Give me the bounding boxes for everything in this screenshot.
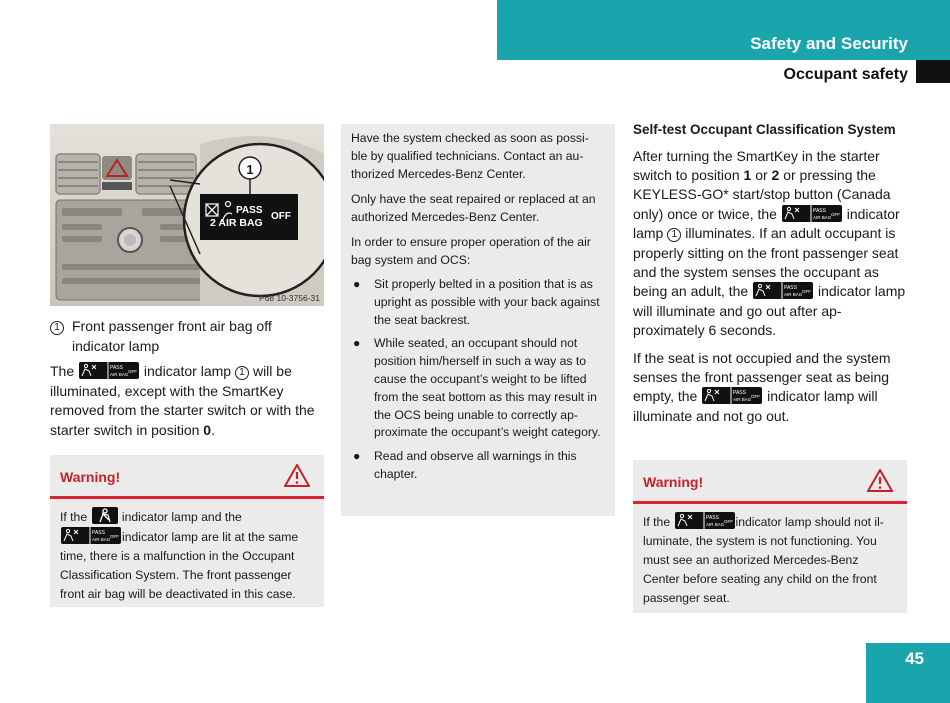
svg-text:PASS: PASS	[784, 285, 798, 292]
list-item	[351, 335, 605, 442]
svg-text:PASS: PASS	[812, 207, 826, 214]
bullet-list	[351, 276, 605, 484]
callout-number: 1	[50, 321, 64, 335]
warning-text: indicator lamp should not il-luminate, the system is not functioning. You must see an authorized Mercedes-Benz Center before seating any child on the front passenger seat.	[643, 515, 884, 605]
pass-airbag-off-lamp-icon	[753, 282, 813, 299]
para-text: will be illuminated, except with the SmartKey removed from the starter switch or with the starter switch in position	[50, 363, 315, 438]
list-item-text: Sit properly belted in a position that is as upright as possible with your back against the seat backrest.	[374, 277, 600, 327]
callout-text: Front passenger front air bag off indicator lamp	[72, 318, 272, 354]
warning-text: If the	[643, 515, 671, 529]
lamp-description-paragraph	[50, 362, 324, 440]
svg-text:AIR BAG: AIR BAG	[705, 522, 724, 527]
svg-text:AIR BAG: AIR BAG	[92, 537, 111, 542]
callout-ref-number: 1	[667, 228, 681, 242]
svg-text:PASS: PASS	[92, 530, 105, 536]
figure-lamp-label-pass: PASS	[236, 205, 263, 216]
warning-header	[633, 460, 907, 504]
paragraph: After turning the SmartKey in the starter switch to position 1 or 2 or pressing the KEYLESS-GO* start/stop button (Canada only) once or twice, the PASS AIR BAG OFF indicator lamp 1 illuminates. If an adult occupant is properly sitting on the front passenger seat and the system senses the occupant as being an adult, the PASS AIR BAG OFF indicator lamp will illuminate and go out after ap-proximately 6 seconds.	[633, 147, 906, 339]
list-item-text: While seated, an occupant should not position him/herself in such a way as to cause the occupant’s weight to be lifted from the seat bottom as this may result in the OCS being unable to correctly ap-proximate the occupant’s weight category.	[374, 336, 601, 440]
position-number: 1	[743, 166, 752, 183]
section-title: Safety and Security	[750, 34, 908, 53]
warning-triangle-icon	[867, 469, 893, 497]
svg-text:OFF: OFF	[751, 394, 761, 400]
svg-text:OFF: OFF	[802, 289, 812, 295]
figure-callout-number: 1	[246, 162, 254, 177]
paragraph: Have the system checked as soon as possi-ble by qualified technicians. Contact an au-thorized Mercedes-Benz Center.	[351, 131, 589, 181]
callout-ref-number: 1	[235, 366, 249, 380]
para-text: indicator lamp	[143, 363, 232, 379]
para-text: .	[211, 421, 215, 438]
position-number: 0	[203, 421, 212, 438]
warning-title: Warning!	[60, 469, 121, 485]
paragraph: In order to ensure proper operation of the air bag system and OCS:	[351, 235, 591, 267]
pass-airbag-off-lamp-icon	[782, 205, 842, 222]
bullet-icon: ●	[353, 336, 361, 351]
pass-airbag-off-lamp-icon	[61, 527, 121, 544]
svg-text:AIR BAG: AIR BAG	[733, 397, 752, 403]
figure-legend	[50, 316, 324, 356]
ocs-guidelines-box	[341, 124, 615, 516]
list-item	[351, 448, 605, 484]
warning-box-left	[50, 455, 324, 607]
pass-airbag-off-lamp-icon	[702, 387, 762, 404]
section-heading: Self-test Occupant Classification System	[633, 122, 896, 137]
self-test-section	[633, 120, 908, 434]
warning-text: If the	[60, 510, 88, 524]
svg-text:OFF: OFF	[128, 369, 138, 374]
svg-text:PASS: PASS	[110, 365, 123, 371]
warning-body	[633, 504, 907, 616]
svg-text:OFF: OFF	[830, 211, 840, 217]
para-text: The	[50, 363, 75, 379]
warning-text: indicator lamp and the	[121, 510, 242, 524]
page-number: 45	[905, 649, 924, 668]
paragraph: If the seat is not occupied and the system senses the front passenger seat as being empty, the PASS AIR BAG OFF indicator lamp will illuminate and not go out.	[633, 349, 891, 424]
warning-box-right	[633, 460, 907, 613]
svg-text:AIR BAG: AIR BAG	[784, 292, 803, 298]
figure-lamp-label-off: OFF	[271, 211, 291, 222]
list-item-text: Read and observe all warnings in this chapter.	[374, 449, 577, 481]
section-tab-marker	[916, 60, 950, 83]
dashboard-figure	[50, 124, 324, 306]
bullet-icon: ●	[353, 449, 361, 464]
svg-text:AIR BAG: AIR BAG	[110, 372, 129, 377]
warning-text: indicator lamp are lit at the same time, there is a malfunction in the Occupant Classification System. The front passenger front air bag will be deactivated in this case.	[60, 530, 299, 601]
position-number: 2	[771, 166, 780, 183]
warning-header	[50, 455, 324, 499]
svg-text:OFF: OFF	[723, 519, 733, 524]
svg-text:PASS: PASS	[705, 515, 719, 521]
figure-code: P68 10-3756-31	[259, 293, 320, 303]
svg-text:PASS: PASS	[733, 390, 747, 397]
list-item	[351, 276, 605, 329]
page-number-tab	[866, 643, 950, 703]
subsection-title: Occupant safety	[783, 66, 908, 83]
pass-airbag-off-lamp-icon	[79, 362, 139, 379]
seat-belt-warning-lamp-icon	[92, 507, 118, 524]
pass-airbag-off-lamp-icon	[675, 512, 735, 529]
warning-body	[50, 499, 324, 612]
warning-triangle-icon	[284, 464, 310, 492]
bullet-icon: ●	[353, 277, 361, 291]
figure-lamp-label-airbag: 2 AIR BAG	[210, 217, 263, 229]
svg-text:OFF: OFF	[110, 534, 119, 539]
paragraph: Only have the seat repaired or replaced at an authorized Mercedes-Benz Center.	[351, 192, 596, 224]
svg-text:AIR BAG: AIR BAG	[812, 214, 832, 220]
warning-title: Warning!	[643, 474, 704, 490]
